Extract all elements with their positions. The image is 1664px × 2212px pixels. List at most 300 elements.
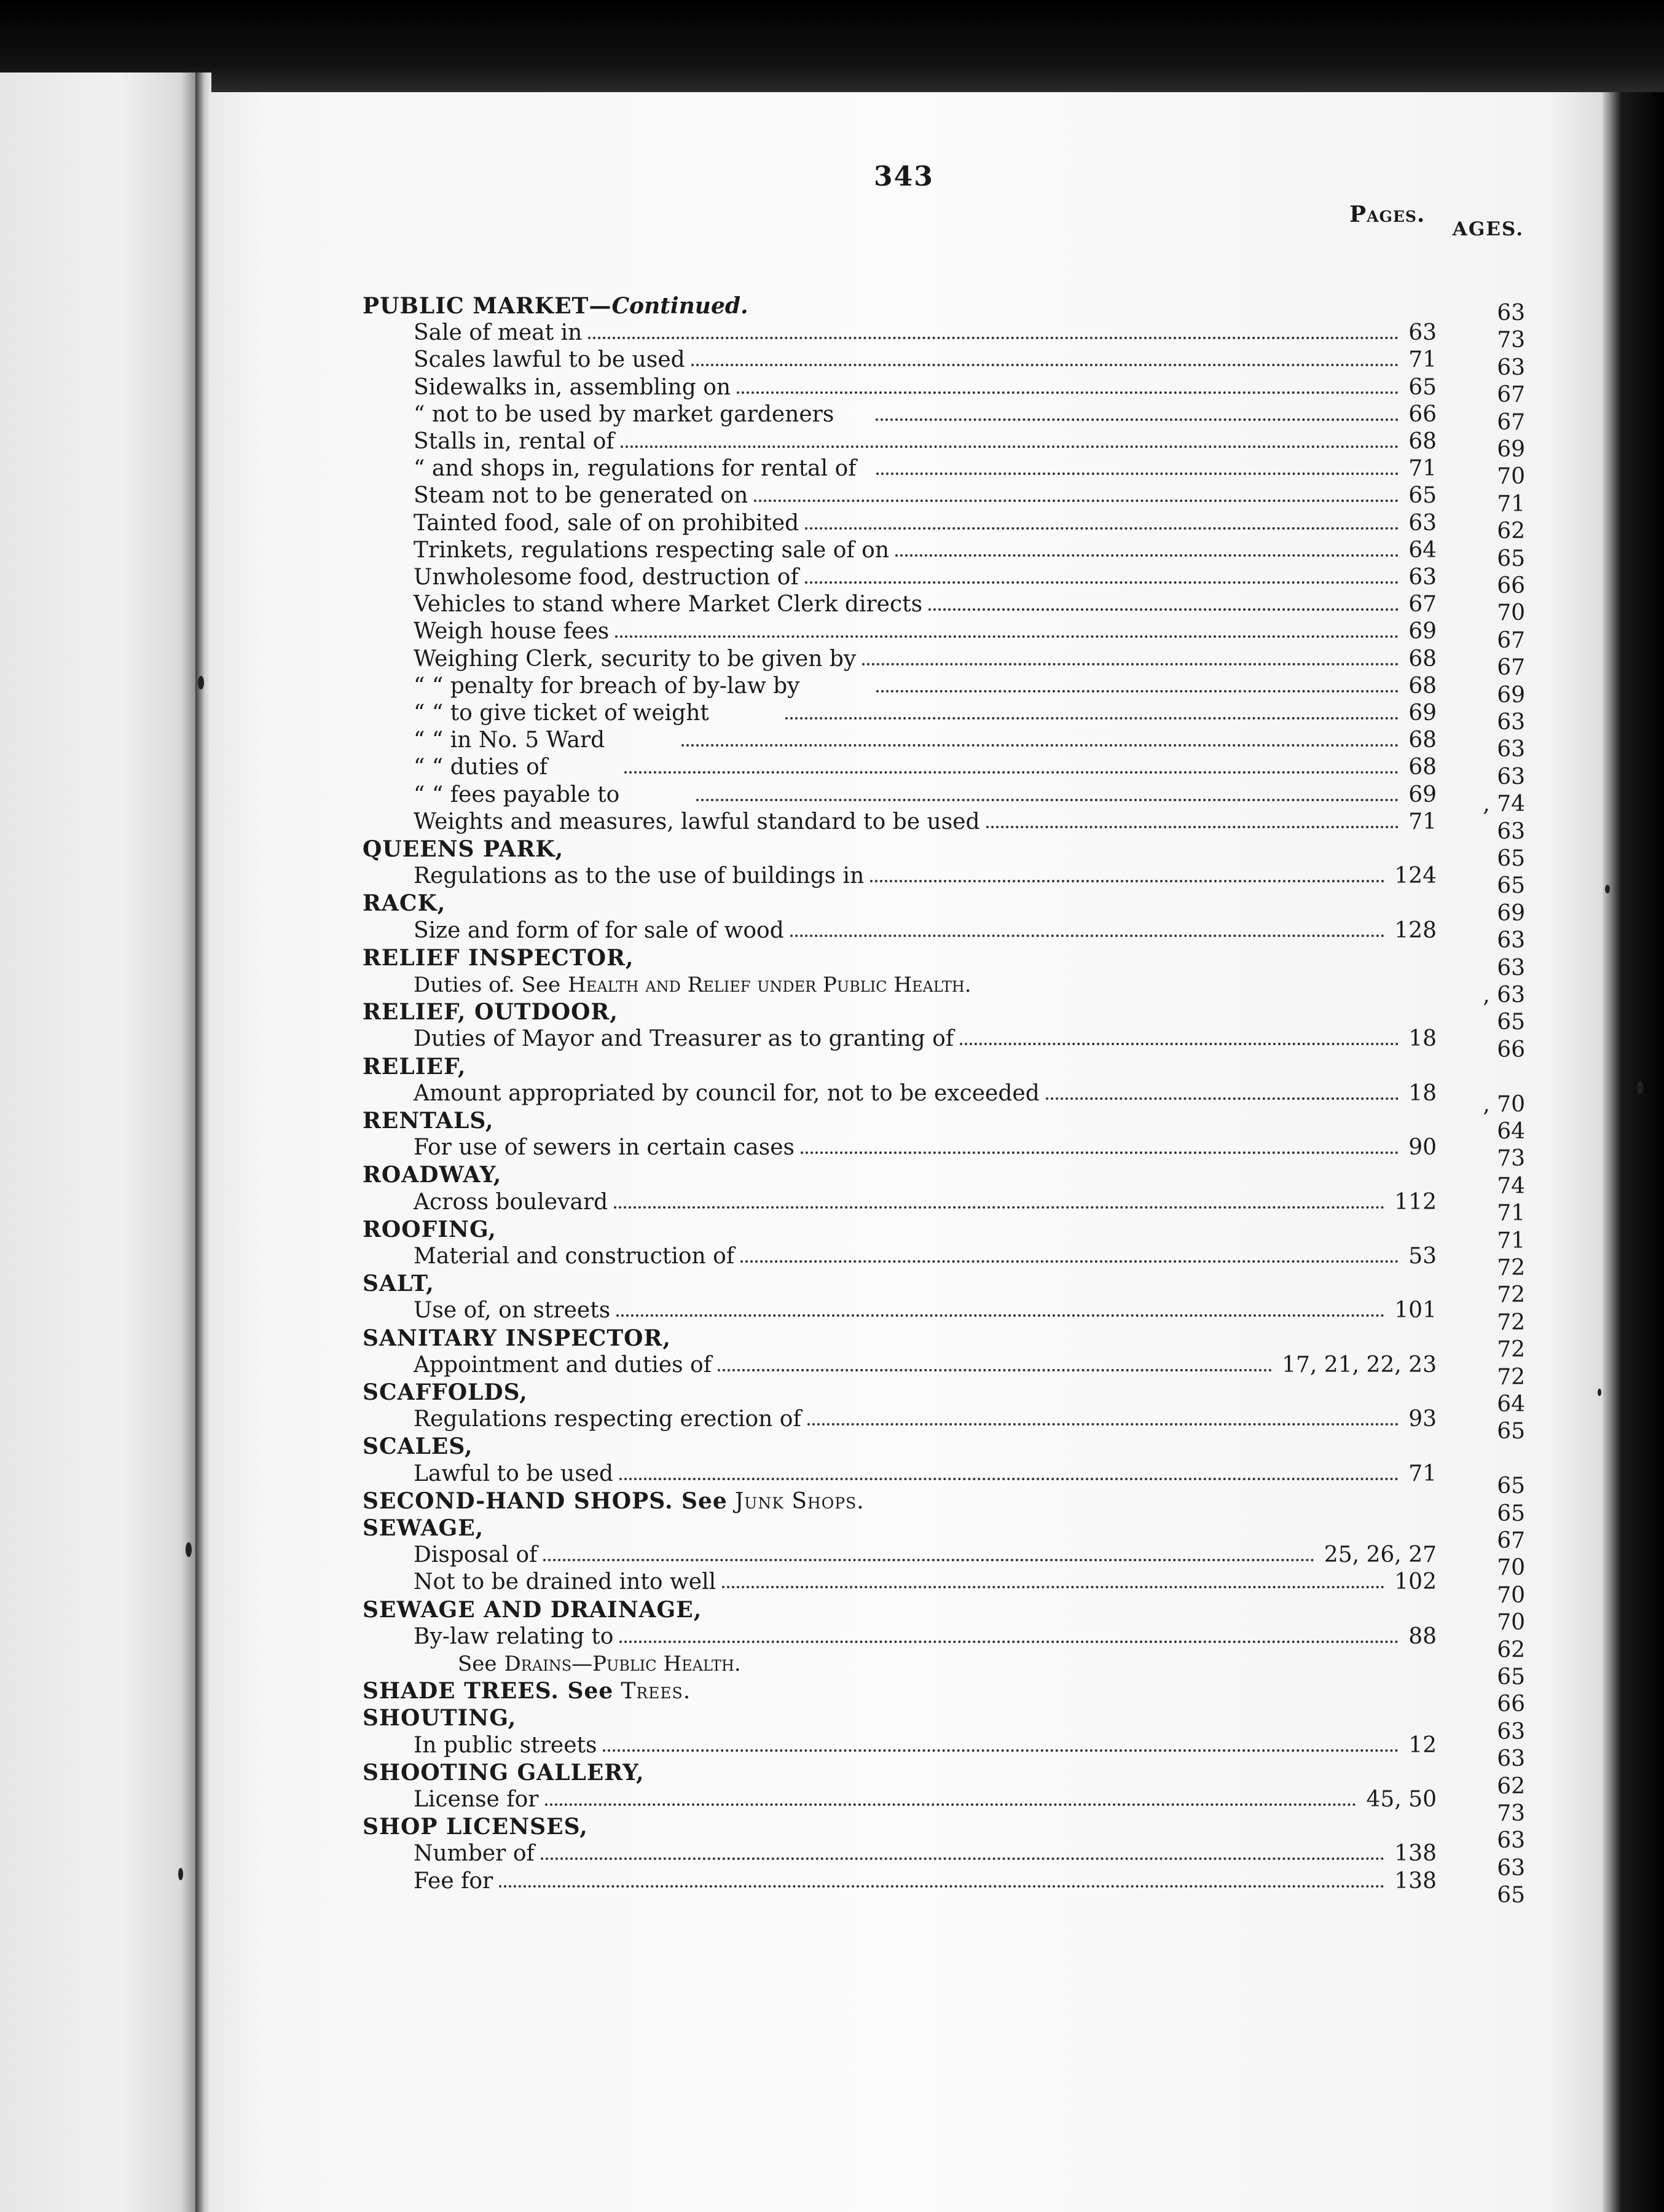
page-reference: 63 bbox=[1408, 565, 1437, 590]
index-entry bbox=[0, 863, 1435, 890]
entry-label bbox=[414, 1840, 535, 1867]
entry-label bbox=[363, 1325, 671, 1352]
entry-label bbox=[414, 347, 685, 374]
entry-label bbox=[363, 1270, 434, 1297]
index-entry bbox=[0, 1868, 1435, 1895]
facing-page-number: 72 bbox=[1497, 1364, 1525, 1390]
dot-leader bbox=[754, 500, 1399, 502]
index-heading bbox=[0, 1325, 1435, 1352]
entry-text: Across boulevard bbox=[414, 1189, 608, 1215]
page-number: 343 bbox=[874, 161, 934, 192]
entry-text: SHOP LICENSES, bbox=[363, 1814, 588, 1840]
dot-leader bbox=[621, 445, 1399, 448]
index-entry bbox=[0, 482, 1435, 509]
facing-page-number: 70 bbox=[1497, 1555, 1525, 1581]
entry-label bbox=[363, 1433, 473, 1460]
index-entry bbox=[0, 510, 1435, 537]
entry-text: Appointment and duties of bbox=[414, 1352, 712, 1378]
dot-leader bbox=[616, 1314, 1384, 1317]
entry-label bbox=[414, 428, 614, 455]
index-entry bbox=[0, 1569, 1435, 1596]
entry-label bbox=[414, 374, 731, 401]
entry-label bbox=[414, 1406, 801, 1433]
index-entry bbox=[0, 374, 1435, 401]
page-reference: 68 bbox=[1408, 755, 1437, 780]
dot-leader bbox=[681, 744, 1399, 747]
dot-leader bbox=[805, 581, 1399, 584]
facing-page-number: 63 bbox=[1497, 355, 1525, 380]
entry-text: RELIEF, bbox=[363, 1053, 466, 1080]
page-reference: 71 bbox=[1408, 347, 1437, 373]
facing-page-number: 70 bbox=[1497, 464, 1525, 490]
dot-leader bbox=[722, 1586, 1384, 1588]
index-heading bbox=[0, 836, 1435, 863]
entry-label bbox=[414, 917, 784, 944]
cross-reference: Trees. bbox=[621, 1679, 691, 1704]
dot-leader bbox=[541, 1857, 1384, 1860]
entry-label bbox=[414, 1297, 610, 1324]
scan-speck bbox=[1598, 1389, 1601, 1396]
facing-page-number: 73 bbox=[1497, 1801, 1525, 1826]
cross-reference: Health and Relief under Public Health. bbox=[568, 973, 971, 997]
facing-page-number: , 70 bbox=[1483, 1091, 1525, 1117]
facing-page-number: 65 bbox=[1497, 1419, 1525, 1445]
dot-leader bbox=[718, 1369, 1272, 1371]
facing-page-number: 67 bbox=[1497, 1528, 1525, 1553]
entry-label bbox=[414, 618, 609, 645]
entry-label bbox=[363, 1813, 588, 1840]
page-reference: 90 bbox=[1408, 1135, 1437, 1161]
entry-text: Weighing Clerk, security to be given by bbox=[414, 646, 857, 672]
scan-speck bbox=[186, 1542, 192, 1557]
page-reference: 69 bbox=[1408, 782, 1437, 807]
dot-leader bbox=[603, 1749, 1399, 1752]
entry-text: ROADWAY, bbox=[363, 1162, 502, 1188]
entry-text: SECOND-HAND SHOPS. See bbox=[363, 1488, 728, 1514]
entry-label bbox=[414, 510, 799, 537]
entry-text: Sidewalks in, assembling on bbox=[414, 374, 731, 400]
entry-label bbox=[414, 727, 605, 754]
entry-text: Disposal of bbox=[414, 1542, 538, 1568]
cross-reference: Drains—Public Health. bbox=[504, 1652, 741, 1676]
index-entry bbox=[0, 428, 1435, 455]
index-entry bbox=[0, 727, 1435, 754]
entry-text: RACK, bbox=[363, 890, 446, 917]
index-entry bbox=[0, 1080, 1435, 1107]
dot-leader bbox=[740, 1260, 1399, 1263]
dot-leader bbox=[545, 1803, 1357, 1806]
index-entry bbox=[0, 1189, 1435, 1216]
entry-label bbox=[363, 1704, 516, 1732]
entry-text: RELIEF, OUTDOOR, bbox=[363, 999, 618, 1026]
index-entry bbox=[0, 455, 1435, 482]
entry-text: “ “ duties of bbox=[414, 755, 548, 780]
page-reference: 71 bbox=[1408, 456, 1437, 482]
page-reference: 128 bbox=[1394, 917, 1437, 943]
dot-leader bbox=[543, 1559, 1314, 1561]
scan-speck bbox=[198, 676, 204, 689]
index-entry bbox=[0, 646, 1435, 673]
entry-label bbox=[414, 971, 971, 998]
entry-text: SCAFFOLDS, bbox=[363, 1379, 528, 1405]
entry-label bbox=[414, 646, 856, 673]
facing-page-number: 70 bbox=[1497, 1610, 1525, 1636]
cross-reference: Junk Shops. bbox=[734, 1488, 865, 1514]
entry-label bbox=[363, 1161, 501, 1188]
entry-label bbox=[414, 754, 547, 781]
facing-page-number: 71 bbox=[1497, 1201, 1525, 1226]
entry-label bbox=[414, 320, 582, 347]
index-heading bbox=[0, 1216, 1435, 1243]
facing-page-number: 65 bbox=[1497, 1500, 1525, 1526]
entry-text: Weigh house fees bbox=[414, 619, 610, 645]
entry-label bbox=[414, 591, 922, 618]
index-entry bbox=[0, 1297, 1435, 1324]
entry-text: License for bbox=[414, 1787, 539, 1812]
index-heading bbox=[0, 890, 1435, 917]
facing-page-number: 66 bbox=[1497, 1692, 1525, 1717]
dot-leader bbox=[499, 1885, 1384, 1888]
scan-speck bbox=[1637, 1081, 1643, 1094]
entry-label bbox=[363, 890, 445, 917]
index-entry bbox=[0, 1732, 1435, 1759]
facing-page-number: 63 bbox=[1497, 928, 1525, 954]
page-reference: 69 bbox=[1408, 619, 1437, 645]
index-entry bbox=[0, 347, 1435, 374]
page-reference: 18 bbox=[1408, 1080, 1437, 1106]
facing-page-number: 62 bbox=[1497, 519, 1525, 544]
entry-text: SCALES, bbox=[363, 1433, 473, 1460]
facing-page-number: 70 bbox=[1497, 600, 1525, 626]
entry-text: Number of bbox=[414, 1841, 535, 1867]
dot-leader bbox=[785, 717, 1399, 720]
page-reference: 63 bbox=[1408, 320, 1437, 346]
facing-page-number: 70 bbox=[1497, 1582, 1525, 1608]
facing-page-number: 65 bbox=[1497, 1665, 1525, 1690]
dot-leader bbox=[624, 771, 1399, 774]
facing-page-number: 63 bbox=[1497, 710, 1525, 735]
facing-page-number: 74 bbox=[1497, 1173, 1525, 1199]
facing-page-number: 69 bbox=[1497, 682, 1525, 708]
entry-label bbox=[414, 1569, 716, 1596]
entry-text: Steam not to be generated on bbox=[414, 483, 748, 509]
entry-text: “ not to be used by market gardeners bbox=[414, 401, 834, 427]
entry-label bbox=[414, 1026, 954, 1053]
index-heading bbox=[0, 998, 1435, 1026]
facing-page-number: 63 bbox=[1497, 737, 1525, 763]
page-reference: 67 bbox=[1408, 592, 1437, 618]
facing-page-number: 63 bbox=[1497, 955, 1525, 981]
index-entry bbox=[0, 618, 1435, 645]
dot-leader bbox=[619, 1641, 1399, 1643]
entry-text: Scales lawful to be used bbox=[414, 347, 685, 373]
index-heading bbox=[0, 1270, 1435, 1297]
page-reference: 53 bbox=[1408, 1244, 1437, 1269]
page-reference: 124 bbox=[1394, 863, 1437, 889]
entry-label bbox=[414, 863, 864, 890]
index-heading bbox=[0, 1515, 1435, 1542]
entry-text: Regulations respecting erection of bbox=[414, 1406, 801, 1432]
page-reference: 65 bbox=[1408, 374, 1437, 400]
index-heading bbox=[0, 1488, 1435, 1515]
dot-leader bbox=[928, 608, 1399, 611]
dot-leader bbox=[696, 799, 1399, 801]
entry-text: “ “ to give ticket of weight bbox=[414, 700, 709, 726]
index-entry bbox=[0, 1650, 1435, 1677]
entry-text: Lawful to be used bbox=[414, 1461, 614, 1486]
scan-speck bbox=[1605, 885, 1610, 893]
index-entry bbox=[0, 1243, 1435, 1270]
entry-text: Size and form of for sale of wood bbox=[414, 917, 784, 943]
entry-text: Amount appropriated by council for, not to be exceeded bbox=[414, 1080, 1040, 1106]
facing-page-header: AGES. bbox=[1452, 218, 1524, 240]
facing-page-number: 63 bbox=[1497, 1828, 1525, 1854]
entry-text: SANITARY INSPECTOR, bbox=[363, 1325, 671, 1351]
page-reference: 45, 50 bbox=[1366, 1787, 1437, 1812]
facing-page-number: 64 bbox=[1497, 1119, 1525, 1144]
facing-page-number: 65 bbox=[1497, 1883, 1525, 1908]
facing-page-number: 67 bbox=[1497, 409, 1525, 435]
facing-page-number: 71 bbox=[1497, 491, 1525, 517]
facing-page-number: 65 bbox=[1497, 1473, 1525, 1499]
entry-text: Weights and measures, lawful standard to be used bbox=[414, 809, 980, 834]
entry-label bbox=[458, 1650, 741, 1677]
entry-text: Trinkets, regulations respecting sale of on bbox=[414, 537, 889, 563]
entry-text: RENTALS, bbox=[363, 1108, 494, 1134]
entry-label bbox=[414, 455, 857, 482]
entry-label bbox=[414, 1732, 597, 1759]
dot-leader bbox=[807, 1423, 1399, 1426]
dot-leader bbox=[790, 935, 1385, 937]
dot-leader bbox=[870, 880, 1384, 882]
pages-column-header: Pages. bbox=[1349, 202, 1426, 227]
entry-text: Stalls in, rental of bbox=[414, 429, 614, 454]
index-entry bbox=[0, 1623, 1435, 1650]
entry-label bbox=[363, 1596, 702, 1623]
entry-label bbox=[363, 1677, 691, 1705]
page-reference: 71 bbox=[1408, 1461, 1437, 1486]
facing-page-number: 69 bbox=[1497, 437, 1525, 462]
dot-leader bbox=[737, 391, 1399, 394]
entry-text: Material and construction of bbox=[414, 1244, 735, 1269]
dot-leader bbox=[986, 826, 1399, 828]
entry-text: Regulations as to the use of buildings in bbox=[414, 863, 865, 889]
entry-text: SHOOTING GALLERY, bbox=[363, 1759, 645, 1786]
facing-page-number: 66 bbox=[1497, 573, 1525, 598]
entry-text: Use of, on streets bbox=[414, 1298, 611, 1324]
entry-label bbox=[414, 1786, 539, 1813]
entry-label bbox=[414, 1352, 712, 1379]
dot-leader bbox=[876, 418, 1399, 421]
entry-label bbox=[363, 1488, 865, 1515]
page-reference: 64 bbox=[1408, 537, 1437, 563]
entry-label bbox=[414, 1542, 537, 1569]
entry-label bbox=[414, 537, 889, 564]
page-reference: 65 bbox=[1408, 483, 1437, 509]
facing-page-number: 64 bbox=[1497, 1392, 1525, 1417]
index-entry bbox=[0, 564, 1435, 591]
index-entry bbox=[0, 401, 1435, 428]
page-reference: 101 bbox=[1394, 1298, 1437, 1324]
page-reference: 68 bbox=[1408, 728, 1437, 753]
entry-text: SEWAGE AND DRAINAGE, bbox=[363, 1596, 702, 1623]
facing-page-number: , 74 bbox=[1483, 791, 1525, 817]
entry-text: ROOFING, bbox=[363, 1216, 496, 1242]
entry-text: Duties of Mayor and Treasurer as to granting of bbox=[414, 1026, 954, 1052]
entry-label bbox=[363, 1053, 466, 1080]
entry-text: Fee for bbox=[414, 1868, 493, 1894]
entry-text: By-law relating to bbox=[414, 1623, 614, 1649]
entry-text: “ “ penalty for breach of by-law by bbox=[414, 673, 800, 699]
index-entry bbox=[0, 1352, 1435, 1379]
entry-text: Tainted food, sale of on prohibited bbox=[414, 510, 799, 536]
page-reference: 68 bbox=[1408, 429, 1437, 454]
index-heading bbox=[0, 1433, 1435, 1460]
page-reference: 93 bbox=[1408, 1406, 1437, 1432]
entry-label bbox=[363, 1515, 484, 1542]
page-reference: 17, 21, 22, 23 bbox=[1282, 1352, 1437, 1378]
entry-label bbox=[363, 1759, 645, 1786]
index-entry bbox=[0, 809, 1435, 836]
facing-page-number: 66 bbox=[1497, 1037, 1525, 1062]
facing-page-number: 72 bbox=[1497, 1282, 1525, 1308]
index-entry bbox=[0, 1134, 1435, 1161]
index-heading bbox=[0, 1813, 1435, 1840]
dot-leader bbox=[691, 364, 1399, 366]
facing-page-number: 73 bbox=[1497, 327, 1525, 353]
facing-page-number: 63 bbox=[1497, 1855, 1525, 1881]
entry-label bbox=[414, 809, 980, 836]
entry-text: SHOUTING, bbox=[363, 1705, 517, 1732]
entry-text: PUBLIC MARKET— bbox=[363, 293, 612, 319]
index-entry bbox=[0, 1406, 1435, 1433]
facing-page-number: 67 bbox=[1497, 655, 1525, 681]
page-reference: 68 bbox=[1408, 673, 1437, 699]
entry-label bbox=[363, 1107, 494, 1134]
entry-label bbox=[363, 998, 618, 1026]
scan-border-right bbox=[1603, 92, 1664, 2212]
facing-page-number: 63 bbox=[1497, 300, 1525, 326]
dot-leader bbox=[588, 337, 1399, 339]
page-reference: 68 bbox=[1408, 646, 1437, 672]
entry-text: SALT, bbox=[363, 1271, 434, 1297]
facing-page-number: 65 bbox=[1497, 546, 1525, 571]
index-entry bbox=[0, 673, 1435, 700]
page-reference: 138 bbox=[1394, 1841, 1437, 1867]
scan-speck bbox=[178, 1868, 183, 1880]
index-heading bbox=[0, 1677, 1435, 1704]
entry-text: For use of sewers in certain cases bbox=[414, 1135, 795, 1161]
entry-label bbox=[414, 1189, 608, 1216]
index-entry bbox=[0, 917, 1435, 944]
entry-text: SHADE TREES. See bbox=[363, 1678, 614, 1704]
index-heading bbox=[0, 944, 1435, 971]
facing-page-number: 62 bbox=[1497, 1773, 1525, 1799]
entry-text: RELIEF INSPECTOR, bbox=[363, 944, 634, 971]
dot-leader bbox=[876, 473, 1399, 475]
entry-text: QUEENS PARK, bbox=[363, 836, 564, 862]
entry-label bbox=[363, 836, 563, 863]
entry-text: Duties of. See bbox=[414, 973, 561, 997]
index-heading bbox=[0, 1379, 1435, 1406]
index-heading bbox=[0, 1704, 1435, 1732]
facing-page-number: 71 bbox=[1497, 1228, 1525, 1253]
entry-text: Vehicles to stand where Market Clerk directs bbox=[414, 592, 923, 618]
page-reference: 12 bbox=[1408, 1732, 1437, 1758]
index-heading bbox=[0, 1053, 1435, 1080]
entry-text: Not to be drained into well bbox=[414, 1569, 716, 1595]
index-entry bbox=[0, 754, 1435, 781]
entry-text: See bbox=[458, 1652, 497, 1676]
entry-text: In public streets bbox=[414, 1732, 597, 1758]
facing-page-number: 72 bbox=[1497, 1309, 1525, 1335]
index-entry bbox=[0, 782, 1435, 809]
facing-page-number: 62 bbox=[1497, 1637, 1525, 1663]
page-reference: 63 bbox=[1408, 510, 1437, 536]
facing-page-number: 63 bbox=[1497, 1719, 1525, 1744]
facing-page-number: 67 bbox=[1497, 382, 1525, 408]
index-entry bbox=[0, 537, 1435, 564]
facing-page-number: 63 bbox=[1497, 1746, 1525, 1772]
entry-label bbox=[363, 292, 748, 320]
page-reference: 102 bbox=[1394, 1569, 1437, 1595]
entry-text: “ “ in No. 5 Ward bbox=[414, 728, 605, 753]
facing-page-number: 63 bbox=[1497, 818, 1525, 844]
index-entry bbox=[0, 700, 1435, 727]
entry-label bbox=[414, 1134, 795, 1161]
dot-leader bbox=[614, 1206, 1384, 1209]
page-reference: 138 bbox=[1394, 1868, 1437, 1894]
facing-page-number: 65 bbox=[1497, 873, 1525, 899]
entry-label bbox=[363, 944, 634, 971]
index-entry bbox=[0, 1026, 1435, 1053]
index-heading bbox=[0, 1107, 1435, 1134]
page-reference: 66 bbox=[1408, 401, 1437, 427]
page-reference: 18 bbox=[1408, 1026, 1437, 1052]
facing-page-number: , 63 bbox=[1483, 982, 1525, 1008]
page-reference: 71 bbox=[1408, 809, 1437, 834]
index-heading bbox=[0, 1596, 1435, 1623]
entry-label bbox=[414, 482, 748, 509]
entry-label bbox=[414, 401, 834, 428]
entry-label bbox=[414, 1243, 734, 1270]
dot-leader bbox=[895, 554, 1399, 557]
index-entry bbox=[0, 591, 1435, 618]
index-entry bbox=[0, 320, 1435, 347]
index-heading bbox=[0, 1759, 1435, 1786]
facing-page-number: 63 bbox=[1497, 764, 1525, 790]
index-entry bbox=[0, 1840, 1435, 1867]
dot-leader bbox=[862, 663, 1399, 665]
entry-text: Unwholesome food, destruction of bbox=[414, 565, 799, 590]
dot-leader bbox=[801, 1151, 1399, 1154]
facing-page-number: 73 bbox=[1497, 1146, 1525, 1172]
index-entry bbox=[0, 1786, 1435, 1813]
entry-label bbox=[414, 564, 799, 591]
page-reference: 69 bbox=[1408, 700, 1437, 726]
entry-label bbox=[363, 1379, 528, 1406]
entry-text: Sale of meat in bbox=[414, 320, 583, 346]
dot-leader bbox=[619, 1478, 1399, 1480]
dot-leader bbox=[615, 635, 1399, 638]
entry-label bbox=[414, 1080, 1040, 1107]
facing-page-number: 72 bbox=[1497, 1255, 1525, 1281]
index-entry bbox=[0, 971, 1435, 998]
facing-page-number: 67 bbox=[1497, 627, 1525, 653]
entry-label bbox=[363, 1216, 496, 1243]
scan-border-top bbox=[0, 0, 1664, 92]
index-entry bbox=[0, 1542, 1435, 1569]
